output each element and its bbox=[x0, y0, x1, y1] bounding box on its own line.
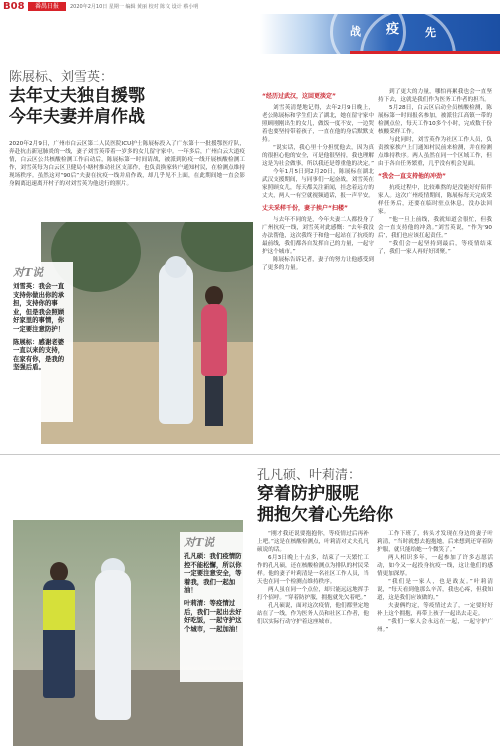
annotation-text: 陈展标：感谢老婆一直以来的支持，在家有你，是我的坚强后盾。 bbox=[13, 337, 65, 372]
photo-protective-suit bbox=[159, 262, 193, 424]
paragraph: 夫妻俩约定，等疫情过去了，一定要好好补上这个拥抱，再带上孩子一起出去走走。 bbox=[377, 603, 493, 617]
photo-legs bbox=[205, 376, 223, 426]
story2-annotation bbox=[180, 532, 246, 682]
banner-char: 战 bbox=[350, 25, 361, 38]
header-meta: 2020年2月10日 星期一 编辑 黄丽 校对 陈文 设计 蔡小明 bbox=[70, 4, 199, 10]
subheading: 丈夫采样千份，妻子挨户“扫楼” bbox=[262, 205, 348, 212]
story2-title-line: 拥抱欠着心先给你 bbox=[257, 505, 393, 525]
paragraph: 与去年不同的是，今年夫妻二人都投身了广州抗疫一线，刘雪英对此感慨：“去年我没办法帮他，这次我终于和他一起站在了抗疫的最前线，我们都各自发挥自己的力量，一起守护这个城市。” bbox=[262, 217, 374, 255]
annotation-heading: 对T说 bbox=[13, 266, 44, 279]
story2-reporters: 孔凡硕、叶莉清： bbox=[257, 468, 362, 483]
photo-hood bbox=[165, 256, 187, 278]
story1-title bbox=[9, 86, 239, 128]
paragraph: “说实话，我心里十分担忧他去，因为真的很担心他的安全，可是他很坚持，我也理解这是为社会做事，所以我还是尊重他的决定。” bbox=[262, 145, 374, 167]
banner-char: 先 bbox=[425, 26, 436, 39]
story1-reporters: 陈展标、刘雪英： bbox=[9, 70, 114, 85]
paragraph: 6月3日晚上十点多，结束了一天繁忙工作的孔凡硕，还在核酸检测点为排队的村民采样。他的妻子叶莉清是一名社区工作人员，当天也在同一个检测点维持秩序。 bbox=[257, 555, 369, 585]
paragraph: “刚才我还说要抱抱你，等疫情过后再补上吧。”这是在核酸检测点，叶莉清对丈夫孔凡硕说的话。 bbox=[257, 531, 369, 553]
paragraph: 到了更大的力量，哪怕再累我也会一直坚持下去，这就是我们作为医务工作者的担当。 bbox=[378, 89, 492, 103]
paragraph: 两人相识多年，一起参加了许多志愿活动，如今又一起投身抗疫一线，这让他们的感情更加深厚。 bbox=[377, 555, 493, 577]
banner-ring bbox=[360, 14, 456, 54]
section-divider bbox=[0, 454, 500, 455]
story2-title bbox=[257, 484, 487, 526]
paragraph: “我们是一家人，也是战友。”叶莉清说，“每天看到他那么辛苦，我也心疼，但我知道，这是我们应该做的。” bbox=[377, 579, 493, 601]
subheading: “经历过武汉，这回更淡定” bbox=[262, 93, 336, 100]
banner-char: 疫 bbox=[386, 22, 400, 37]
paragraph: 工作下班了，转头才发现在身边的妻子叶莉清，“当时就想去抱抱她，后来想到还穿着防护服，就只能给她一个微笑了。” bbox=[377, 531, 493, 553]
paragraph: 与此同时，刘雪英作为社区工作人员，负责挨家挨户上门通知村民前来检测，并在检测点维持秩序。两人虽然在同一个区域工作，但由于各自任务繁重，几乎没有机会见面。 bbox=[378, 137, 492, 167]
story2-column-2 bbox=[377, 530, 493, 634]
story1-column-3 bbox=[378, 88, 492, 256]
paragraph: 抗疫过程中，比较难熬的是没能好好陪伴家人。这次广州疫情期间，陈展标每天完成采样任务后，还要在临时驻点休息，没办法回家。 bbox=[378, 185, 492, 215]
photo-tree bbox=[181, 222, 253, 272]
photo-protective-suit bbox=[95, 570, 131, 720]
paragraph: 孔凡硕说，面对这次疫情，他们都坚定地站在了一线，作为医务人员和社区工作者，他们以实际行动守护着这座城市。 bbox=[257, 603, 369, 625]
story1-annotation bbox=[9, 262, 73, 422]
paragraph: 刘雪英清楚地记得，去年2月9日晚上，老公陈展标和学生们去了湖北，她在留守家中照顾刚刚出生的女儿，做饭一度不安，一边哭着也要坚持带着孩子，一直在他的身后默默支持。 bbox=[262, 105, 374, 143]
brand-badge: 番禺日报 bbox=[28, 2, 66, 11]
paragraph: 5月28日，白云区启动全员核酸检测，陈展标第一时间报名参加，被派往江高镇一带的检测点位，每天工作10多个小时，完成数千份核酸采样工作。 bbox=[378, 105, 492, 135]
photo-head bbox=[205, 286, 223, 306]
paragraph: 两人虽在同一个点位，却只能远远地挥手打个招呼。“穿着防护服，拥抱就先欠着吧。” bbox=[257, 587, 369, 601]
story1-title-line: 去年丈夫独自援鄂 bbox=[9, 86, 145, 106]
subheading: “我会一直支持他的冲劲” bbox=[378, 173, 446, 180]
paragraph: “他一旦上前线，我就知道会很忙，但我会一直支持他的冲劲。”刘雪英说，“作为‘90后’，我们也应该扛起责任。” bbox=[378, 217, 492, 239]
page-header bbox=[0, 0, 500, 14]
paragraph: “我们会一起坚持到最后，等疫情结束了，我们一家人再好好团聚。” bbox=[378, 241, 492, 255]
annotation-heading: 对T说 bbox=[184, 536, 215, 549]
annotation-text: 刘雪英：我会一直支持你做出你的承担，支持你的事业，但是我会照顾好家里的事情，你一定要注意防护！ bbox=[13, 282, 65, 333]
header-banner bbox=[0, 14, 500, 54]
story2-title-line: 穿着防护服呢 bbox=[257, 484, 359, 504]
photo-head bbox=[50, 562, 68, 582]
paragraph: “我们一家人会永远在一起，一起守护广州。” bbox=[377, 619, 493, 633]
annotation-text: 叶莉清：等疫情过后，我们一起出去好好吃饭，一起守护这个城市，一起加油！ bbox=[184, 598, 242, 633]
photo-reflective-vest bbox=[43, 590, 75, 630]
annotation-text: 孔凡硕：我们疫情防控不能松懈，所以你一定要注意安全，等着我，我们一起加油！ bbox=[184, 552, 242, 595]
story1-title-line: 今年夫妻并肩作战 bbox=[9, 107, 145, 127]
story1-column-2 bbox=[262, 88, 374, 272]
paragraph: 今年1月5日到2月20日，陈展标在湖北武汉支援期间，与同事们一起奋战，刘雪英在家照顾女儿，每天都关注新闻，挂念着远方的丈夫，两人一有空就视频通话，报一声平安。 bbox=[262, 169, 374, 199]
story2-column-1 bbox=[257, 530, 369, 626]
paragraph: 陈展标告诉记者，妻子的努力让他感受到了更多的力量。 bbox=[262, 257, 374, 271]
page-number: B08 bbox=[3, 1, 25, 12]
banner-stripe bbox=[350, 51, 500, 54]
photo-woman bbox=[201, 304, 227, 376]
story1-lead: 2020年2月9日，广州市白云区第二人民医院ICU护士陈展标投入了广东第十一批援鄂医疗队，奔赴抗击新冠肺炎的一线，妻子刘雪英带着一岁多的女儿留守家中。一年多后，广州白云大道疫情，白云区公共核酸检测工作启动后，陈展标第一时间请战，被派到防疫一线开展核酸检测工作，刘雪英每为白云区卫健局小塘村推动社区支部作，也负责换家转户通知村民，在检测点维持现场秩序。虽然这对“90后”夫妻在抗疫一线并肩作战，却几乎见不上面，在此期间她一直会影身隔离迅速离开村子的对刘雪英为他送行的照片。 bbox=[9, 141, 245, 187]
